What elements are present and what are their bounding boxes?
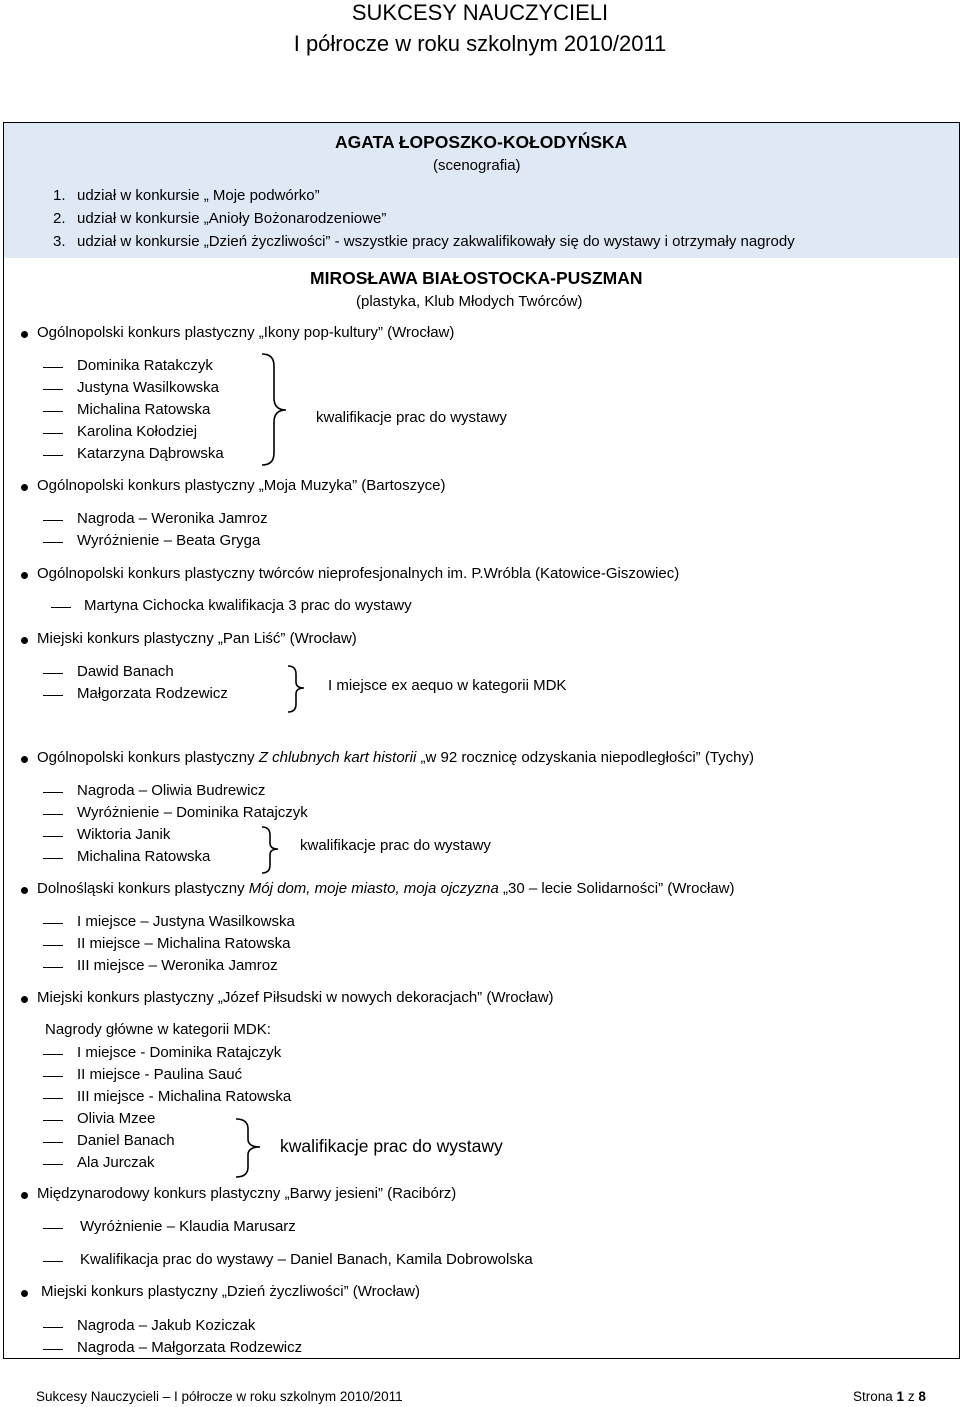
list-item-number: 3. (53, 233, 66, 250)
dash-icon (43, 1228, 63, 1229)
list-item-number: 2. (53, 210, 66, 227)
list-item: Martyna Cichocka kwalifikacja 3 prac do wystawy (84, 597, 412, 614)
list-item: Kwalifikacja prac do wystawy – Daniel Banach, Kamila Dobrowolska (80, 1251, 533, 1268)
dash-icon (43, 695, 63, 696)
list-item: Dominika Ratakczyk (77, 357, 213, 374)
list-item: Wiktoria Janik (77, 826, 171, 843)
list-item: Wyróżnienie – Dominika Ratajczyk (77, 804, 308, 821)
page-label: Strona (853, 1389, 893, 1404)
list-item: Ala Jurczak (77, 1154, 155, 1171)
teacher2-name: MIROSŁAWA BIAŁOSTOCKA-PUSZMAN (310, 268, 643, 288)
brace-icon (258, 825, 288, 875)
list-item: Nagroda – Małgorzata Rodzewicz (77, 1339, 303, 1356)
dash-icon (43, 520, 63, 521)
page-number (853, 1389, 926, 1404)
dash-icon (43, 967, 63, 968)
contest-title: Miejski konkurs plastyczny „Pan Liść” (Wrocław) (37, 630, 357, 647)
contest-title-italic: Mój dom, moje miasto, moja ojczyzna (248, 880, 499, 897)
dash-icon (43, 923, 63, 924)
brace-icon (232, 1117, 272, 1179)
dash-icon (43, 1261, 63, 1262)
list-item: Małgorzata Rodzewicz (77, 685, 228, 702)
contest-title-end: „w 92 rocznicę odzyskania niepodległości” (Tychy) (416, 749, 754, 766)
dash-icon (43, 433, 63, 434)
list-item: Justyna Wasilkowska (77, 379, 219, 396)
contest-title-end: „30 – lecie Solidarności” (Wrocław) (498, 880, 735, 897)
list-item: udział w konkursie „Dzień życzliwości” - wszystkie pracy zakwalifikowały się do wystawy i otrzymały nagrody (77, 233, 795, 250)
list-item: Olivia Mzee (77, 1110, 156, 1127)
contest-intro: Nagrody główne w kategorii MDK: (45, 1021, 271, 1038)
contest-title-start: Ogólnopolski konkurs plastyczny (37, 749, 259, 766)
list-item: Nagroda – Weronika Jamroz (77, 510, 268, 527)
group-note: kwalifikacje prac do wystawy (280, 1136, 503, 1156)
dash-icon (43, 945, 63, 946)
list-item: udział w konkursie „ Moje podwórko” (77, 187, 320, 204)
teacher2-role: (plastyka, Klub Młodych Twórców) (356, 293, 583, 310)
bullet-icon (21, 887, 28, 894)
contest-title: Miejski konkurs plastyczny „Józef Piłsudski w nowych dekoracjach” (Wrocław) (37, 989, 554, 1006)
group-note: kwalifikacje prac do wystawy (300, 837, 491, 854)
dash-icon (43, 1142, 63, 1143)
dash-icon (43, 1076, 63, 1077)
list-item: Wyróżnienie – Klaudia Marusarz (80, 1218, 296, 1235)
dash-icon (43, 792, 63, 793)
teacher1-role: (scenografia) (433, 157, 521, 174)
contest-title: Międzynarodowy konkurs plastyczny „Barwy jesieni” (Racibórz) (37, 1185, 457, 1202)
footer-text: Sukcesy Nauczycieli – I półrocze w roku szkolnym 2010/2011 (36, 1389, 403, 1404)
dash-icon (43, 1098, 63, 1099)
dash-icon (51, 607, 71, 608)
contest-title-italic: Z chlubnych kart historii (258, 749, 417, 766)
dash-icon (43, 858, 63, 859)
page-current: 1 (896, 1389, 905, 1404)
list-item: III miejsce - Michalina Ratowska (77, 1088, 292, 1105)
dash-icon (43, 455, 63, 456)
list-item: udział w konkursie „Anioły Bożonarodzeniowe” (77, 210, 387, 227)
dash-icon (43, 814, 63, 815)
page-subtitle: I półrocze w roku szkolnym 2010/2011 (293, 31, 667, 56)
bullet-icon (21, 1290, 28, 1297)
dash-icon (43, 542, 63, 543)
bullet-icon (21, 572, 28, 579)
list-item: Nagroda – Jakub Koziczak (77, 1317, 256, 1334)
list-item: II miejsce - Paulina Sauć (77, 1066, 243, 1083)
list-item: Katarzyna Dąbrowska (77, 445, 224, 462)
group-note: kwalifikacje prac do wystawy (316, 409, 507, 426)
list-item: Daniel Banach (77, 1132, 175, 1149)
contest-title: Ogólnopolski konkurs plastyczny „Moja Muzyka” (Bartoszyce) (37, 477, 446, 494)
contest-title: Miejski konkurs plastyczny „Dzień życzliwości” (Wrocław) (41, 1283, 420, 1300)
list-item: Nagroda – Oliwia Budrewicz (77, 782, 266, 799)
list-item: Karolina Kołodziej (77, 423, 198, 440)
brace-icon (258, 352, 294, 467)
list-item: Michalina Ratowska (77, 848, 211, 865)
dash-icon (43, 389, 63, 390)
list-item-number: 1. (53, 187, 66, 204)
bullet-icon (21, 1192, 28, 1199)
contest-title: Ogólnopolski konkurs plastyczny twórców nieprofesjonalnych im. P.Wróbla (Katowice-Giszowiec) (37, 565, 680, 582)
list-item: I miejsce - Dominika Ratajczyk (77, 1044, 282, 1061)
brace-icon (284, 664, 314, 714)
bullet-icon (21, 996, 28, 1003)
dash-icon (43, 673, 63, 674)
page-separator: z (907, 1389, 915, 1404)
list-item: Wyróżnienie – Beata Gryga (77, 532, 261, 549)
bullet-icon (21, 756, 28, 763)
dash-icon (43, 1327, 63, 1328)
bullet-icon (21, 484, 28, 491)
list-item: Michalina Ratowska (77, 401, 211, 418)
list-item: Dawid Banach (77, 663, 174, 680)
dash-icon (43, 1120, 63, 1121)
contest-title (37, 749, 754, 766)
dash-icon (43, 1054, 63, 1055)
list-item: II miejsce – Michalina Ratowska (77, 935, 291, 952)
group-note: I miejsce ex aequo w kategorii MDK (328, 677, 567, 694)
page-title: SUKCESY NAUCZYCIELI (351, 0, 609, 25)
list-item: I miejsce – Justyna Wasilkowska (77, 913, 295, 930)
dash-icon (43, 836, 63, 837)
bullet-icon (21, 331, 28, 338)
page-total: 8 (918, 1389, 926, 1404)
dash-icon (43, 1164, 63, 1165)
dash-icon (43, 367, 63, 368)
dash-icon (43, 411, 63, 412)
dash-icon (43, 1349, 63, 1350)
contest-title (37, 880, 735, 897)
contest-title-start: Dolnośląski konkurs plastyczny (37, 880, 249, 897)
list-item: III miejsce – Weronika Jamroz (77, 957, 278, 974)
bullet-icon (21, 637, 28, 644)
contest-title: Ogólnopolski konkurs plastyczny „Ikony pop-kultury” (Wrocław) (37, 324, 455, 341)
teacher1-name: AGATA ŁOPOSZKO-KOŁODYŃSKA (335, 132, 628, 152)
